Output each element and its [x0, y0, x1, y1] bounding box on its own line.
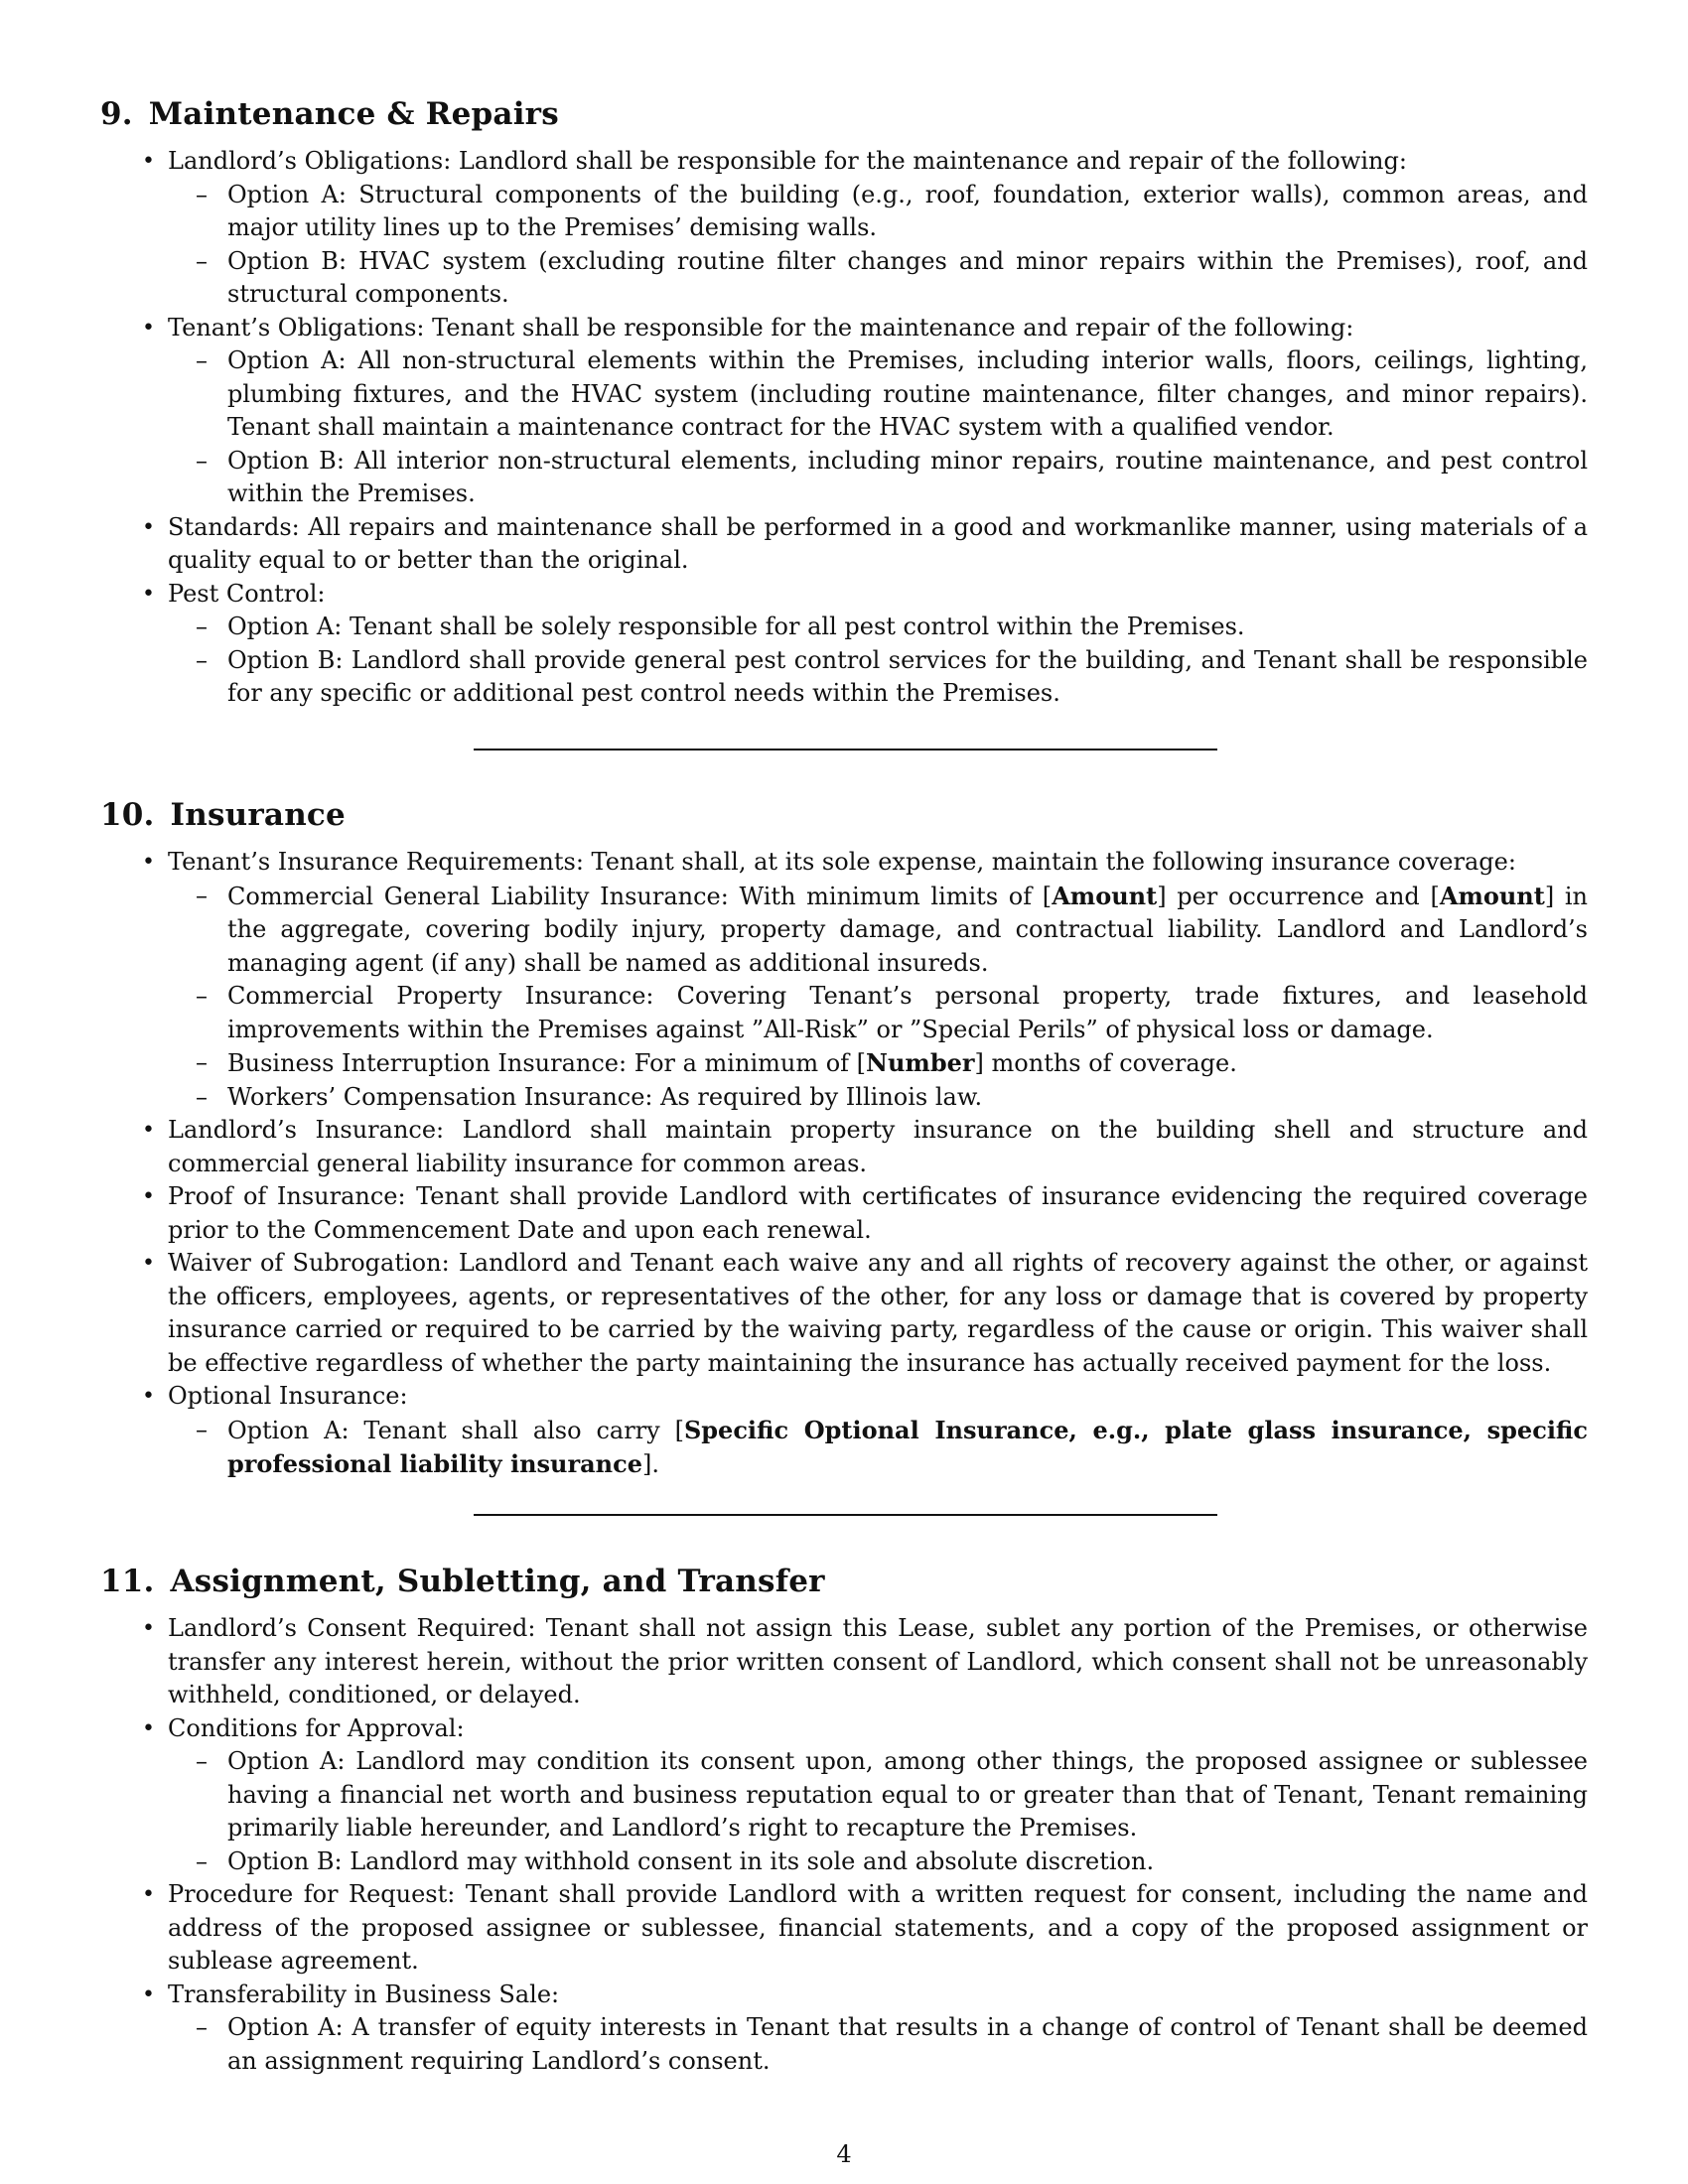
- option-item: [196, 344, 1588, 445]
- bullet-icon: •: [142, 1715, 155, 1741]
- bullet-icon: •: [142, 1384, 155, 1410]
- clause-text: Tenant’s Insurance Requirements: Tenant shall, at its sole expense, maintain the following insurance coverage:: [168, 848, 1516, 877]
- option-list: [168, 179, 1588, 312]
- option-text: Commercial General Liability Insurance: With minimum limits of [Amount] per occurrence and [Amount] in the aggregate, covering bodily injury, property damage, and contractual liability. Landlord and Landlord’s managing agent (if any) shall be named as additional insureds.: [227, 881, 1589, 977]
- option-text: Option A: A transfer of equity interests in Tenant that results in a change of control of Tenant shall be deemed an assignment requiring Landlord’s consent.: [227, 2013, 1588, 2075]
- clause-text: Proof of Insurance: Tenant shall provide Landlord with certificates of insurance evidencing the required coverage prior to the Commencement Date and upon each renewal.: [168, 1182, 1588, 1244]
- option-item: [196, 644, 1588, 711]
- clause-text: Landlord’s Obligations: Landlord shall be responsible for the maintenance and repair of the following:: [168, 147, 1407, 176]
- clause-item: [142, 578, 1588, 711]
- option-text: Option B: Landlord shall provide general pest control services for the building, and Tenant shall be responsible for any specific or additional pest control needs within the Premises.: [227, 645, 1588, 708]
- clause-text: Waiver of Subrogation: Landlord and Tenant each waive any and all rights of recovery against the other, or against the officers, employees, agents, or representatives of the other, for any loss or damage that is covered by property insurance carried or required to be carried by the waiving party, regardless of the cause or origin. This waiver shall be effective regardless of whether the party maintaining the insurance has actually received payment for the loss.: [168, 1249, 1588, 1377]
- clause-item: [142, 846, 1589, 1114]
- option-list: [168, 880, 1588, 1115]
- dash-icon: –: [196, 2013, 208, 2042]
- dash-icon: –: [196, 881, 208, 909]
- dash-icon: –: [196, 446, 208, 475]
- clause-text: Tenant’s Obligations: Tenant shall be responsible for the maintenance and repair of the following:: [168, 313, 1354, 341]
- option-text: Commercial Property Insurance: Covering Tenant’s personal property, trade fixtures, and leasehold improvements within the Premises against ”All-Risk” or ”Special Perils” of physical loss or damage.: [227, 982, 1588, 1043]
- clause-item: [142, 145, 1588, 312]
- clause-item: [142, 1380, 1588, 1482]
- section-heading: [100, 1564, 1588, 1600]
- option-text: Business Interruption Insurance: For a minimum of [Number] months of coverage.: [227, 1048, 1237, 1078]
- bullet-icon: •: [142, 149, 155, 175]
- section-title: Maintenance & Repairs: [148, 96, 559, 132]
- option-item: [196, 1046, 1588, 1081]
- option-item: [196, 880, 1589, 981]
- option-list: [168, 1414, 1588, 1482]
- clause-item: [142, 511, 1588, 578]
- bullet-icon: •: [142, 850, 155, 876]
- option-text: Option A: Tenant shall also carry [Specific Optional Insurance, e.g., plate glass insurance, specific professional liability insurance].: [227, 1415, 1588, 1479]
- option-item: [196, 1414, 1588, 1482]
- section-number: 9.: [100, 96, 133, 132]
- section-title: Insurance: [170, 797, 346, 833]
- dash-icon: –: [196, 1846, 208, 1875]
- option-text: Option A: Structural components of the building (e.g., roof, foundation, exterior walls), common areas, and major utility lines up to the Premises’ demising walls.: [227, 180, 1588, 242]
- option-text: Option B: Landlord may withhold consent in its sole and absolute discretion.: [227, 1846, 1155, 1875]
- section-number: 10.: [100, 797, 155, 833]
- clause-list: [100, 846, 1588, 1482]
- dash-icon: –: [196, 1082, 208, 1111]
- bullet-icon: •: [142, 514, 155, 540]
- option-item: [196, 611, 1588, 644]
- section-divider: [474, 749, 1217, 751]
- section-heading: [100, 96, 1588, 133]
- dash-icon: –: [196, 346, 208, 375]
- option-item: [196, 980, 1588, 1046]
- clause-text: Procedure for Request: Tenant shall provide Landlord with a written request for consent, including the name and address of the proposed assignee or sublessee, financial statements, and a copy of the proposed assignment or sublease agreement.: [168, 1880, 1588, 1976]
- clause-text: Transferability in Business Sale:: [168, 1979, 560, 2008]
- clause-item: [142, 1114, 1588, 1180]
- page-number: 4: [836, 2140, 852, 2168]
- section-divider: [474, 1514, 1217, 1516]
- option-item: [196, 1081, 1588, 1115]
- section-insurance: [100, 797, 1588, 1482]
- clause-item: [142, 1612, 1588, 1712]
- dash-icon: –: [196, 645, 208, 674]
- option-text: Option A: Tenant shall be solely responsible for all pest control within the Premises.: [227, 613, 1245, 641]
- option-list: [168, 1745, 1588, 1878]
- bullet-icon: •: [142, 1118, 155, 1144]
- clause-item: [142, 1878, 1588, 1979]
- option-text: Option B: HVAC system (excluding routine filter changes and minor repairs within the Premises), roof, and structural components.: [227, 246, 1588, 309]
- option-list: [168, 2011, 1588, 2078]
- option-text: Option A: All non-structural elements within the Premises, including interior walls, floors, ceilings, lighting, plumbing fixtures, and the HVAC system (including routine maintenance, filter changes, and minor repairs). Tenant shall maintain a maintenance contract for the HVAC system with a qualified vendor.: [227, 346, 1588, 442]
- clause-list: [100, 145, 1588, 711]
- dash-icon: –: [196, 180, 208, 208]
- clause-item: [142, 312, 1588, 511]
- option-text: Workers’ Compensation Insurance: As required by Illinois law.: [227, 1082, 983, 1111]
- clause-text: Pest Control:: [168, 579, 326, 608]
- section-heading: [100, 797, 1588, 834]
- option-item: [196, 245, 1588, 312]
- option-item: [196, 1745, 1588, 1845]
- dash-icon: –: [196, 1048, 208, 1077]
- option-item: [196, 445, 1588, 511]
- clause-list: [100, 1612, 1588, 2078]
- dash-icon: –: [196, 982, 208, 1011]
- clause-text: Conditions for Approval:: [168, 1713, 465, 1742]
- clause-item: [142, 1979, 1588, 2079]
- bullet-icon: •: [142, 1882, 155, 1908]
- section-title: Assignment, Subletting, and Transfer: [170, 1564, 825, 1599]
- dash-icon: –: [196, 1415, 208, 1443]
- section-maintenance-repairs: [100, 96, 1588, 711]
- clause-item: [142, 1247, 1588, 1380]
- clause-text: Standards: All repairs and maintenance shall be performed in a good and workmanlike manner, using materials of a quality equal to or better than the original.: [168, 512, 1588, 575]
- option-list: [168, 344, 1588, 511]
- bullet-icon: •: [142, 315, 155, 341]
- clause-text: Landlord’s Insurance: Landlord shall maintain property insurance on the building shell and structure and commercial general liability insurance for common areas.: [168, 1116, 1588, 1177]
- bullet-icon: •: [142, 1616, 155, 1642]
- bullet-icon: •: [142, 1184, 155, 1210]
- bullet-icon: •: [142, 581, 155, 607]
- option-text: Option A: Landlord may condition its consent upon, among other things, the proposed assignee or sublessee having a financial net worth and business reputation equal to or greater than that of Tenant, Tenant remaining primarily liable hereunder, and Landlord’s right to recapture the Premises.: [227, 1747, 1588, 1843]
- clause-text: Landlord’s Consent Required: Tenant shall not assign this Lease, sublet any portion of the Premises, or otherwise transfer any interest herein, without the prior written consent of Landlord, which consent shall not be unreasonably withheld, conditioned, or delayed.: [168, 1614, 1588, 1709]
- option-item: [196, 2011, 1588, 2078]
- dash-icon: –: [196, 613, 208, 641]
- section-number: 11.: [100, 1564, 155, 1599]
- clause-item: [142, 1180, 1588, 1247]
- bullet-icon: •: [142, 1251, 155, 1277]
- dash-icon: –: [196, 246, 208, 275]
- option-text: Option B: All interior non-structural elements, including minor repairs, routine maintenance, and pest control within the Premises.: [227, 446, 1588, 508]
- option-item: [196, 179, 1588, 245]
- bullet-icon: •: [142, 1981, 155, 2007]
- section-assignment-subletting-transfer: [100, 1564, 1588, 2078]
- option-item: [196, 1845, 1588, 1879]
- clause-text: Optional Insurance:: [168, 1382, 408, 1411]
- clause-item: [142, 1712, 1588, 1879]
- dash-icon: –: [196, 1747, 208, 1776]
- option-list: [168, 611, 1588, 711]
